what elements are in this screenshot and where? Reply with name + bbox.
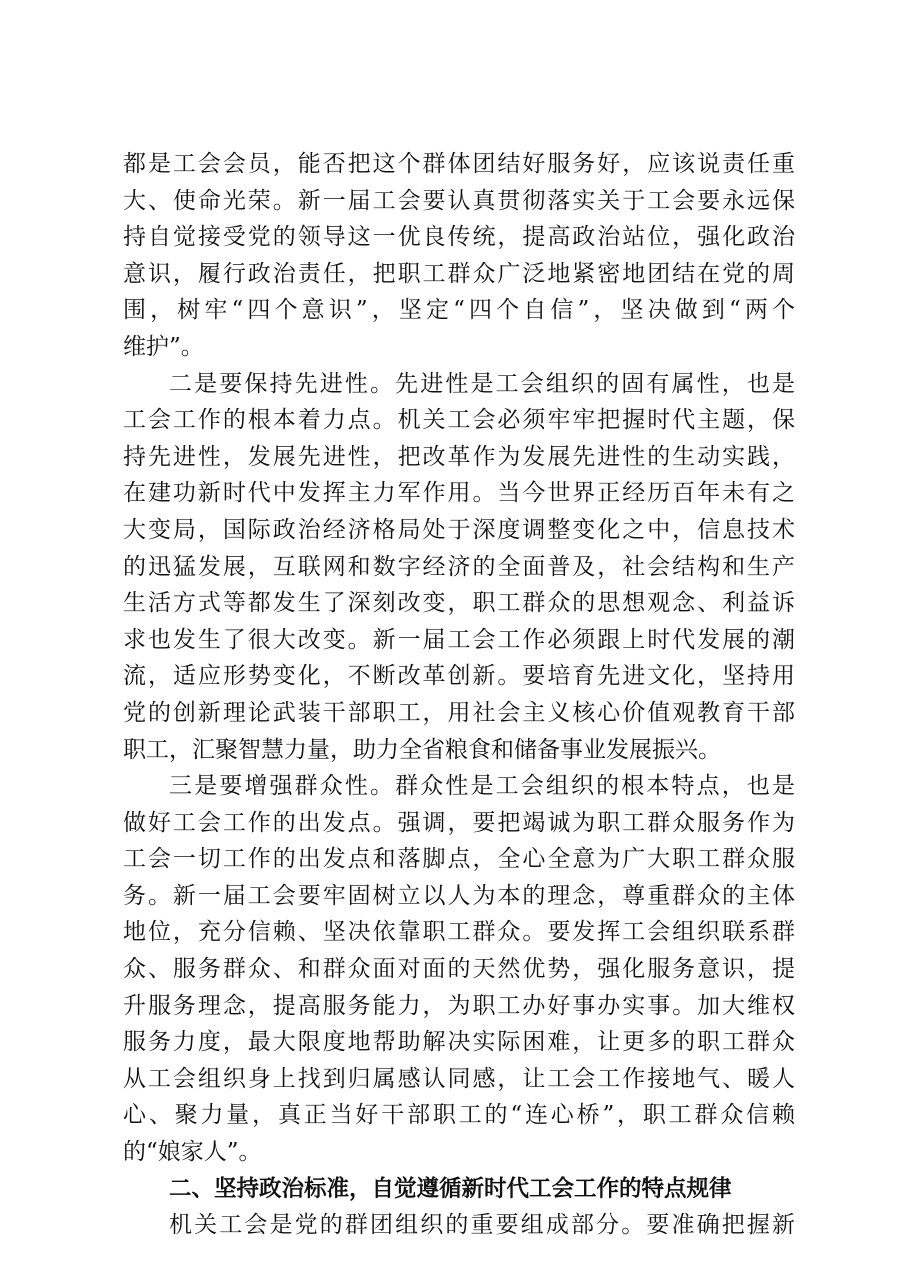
paragraph-line: 流，适应形势变化，不断改革创新。要培育先进文化，坚持用 (123, 663, 795, 690)
paragraph-line: 在建功新时代中发挥主力军作用。当今世界正经历百年未有之 (123, 480, 795, 507)
paragraph-line: 生活方式等都发生了深刻改变，职工群众的思想观念、利益诉 (123, 590, 795, 617)
paragraph-line: 大、使命光荣。新一届工会要认真贯彻落实关于工会要永远保 (123, 187, 795, 214)
paragraph-line: 持自觉接受党的领导这一优良传统，提高政治站位，强化政治 (123, 224, 795, 251)
paragraph-line: 务。新一届工会要牢固树立以人为本的理念，尊重群众的主体 (123, 882, 795, 909)
section-heading: 二、坚持政治标准，自觉遵循新时代工会工作的特点规律 (169, 1175, 732, 1202)
paragraph-line: 围，树牢“四个意识”，坚定“四个自信”，坚决做到“两个 (123, 297, 795, 324)
paragraph-line: 的“娘家人”。 (123, 1139, 262, 1166)
paragraph-line: 升服务理念，提高服务能力，为职工办好事办实事。加大维权 (123, 992, 795, 1019)
document-body (123, 146, 795, 1244)
paragraph-line: 做好工会工作的出发点。强调，要把竭诚为职工群众服务作为 (123, 809, 795, 836)
paragraph-line: 从工会组织身上找到归属感认同感，让工会工作接地气、暖人 (123, 1065, 795, 1092)
paragraph-line: 三是要增强群众性。群众性是工会组织的根本特点，也是 (169, 773, 795, 800)
paragraph-line: 求也发生了很大改变。新一届工会工作必须跟上时代发展的潮 (123, 626, 795, 653)
paragraph-line: 都是工会会员，能否把这个群体团结好服务好，应该说责任重 (123, 151, 795, 177)
paragraph-line: 维护”。 (123, 333, 204, 360)
paragraph-line: 持先进性，发展先进性，把改革作为发展先进性的生动实践， (123, 443, 795, 470)
paragraph-line: 众、服务群众、和群众面对面的天然优势，强化服务意识，提 (123, 956, 795, 983)
paragraph-line: 工会工作的根本着力点。机关工会必须牢牢把握时代主题，保 (123, 407, 795, 434)
paragraph-line: 二是要保持先进性。先进性是工会组织的固有属性，也是 (169, 370, 795, 397)
paragraph-line: 地位，充分信赖、坚决依靠职工群众。要发挥工会组织联系群 (123, 919, 795, 946)
paragraph-line: 党的创新理论武装干部职工，用社会主义核心价值观教育干部 (123, 699, 795, 726)
paragraph-line: 工会一切工作的出发点和落脚点，全心全意为广大职工群众服 (123, 846, 795, 873)
paragraph-line: 服务力度，最大限度地帮助解决实际困难，让更多的职工群众 (123, 1029, 795, 1056)
paragraph-line: 意识，履行政治责任，把职工群众广泛地紧密地团结在党的周 (123, 260, 795, 287)
paragraph-line: 心、聚力量，真正当好干部职工的“连心桥”，职工群众信赖 (123, 1102, 795, 1129)
paragraph-line: 机关工会是党的群团组织的重要组成部分。要准确把握新 (169, 1212, 795, 1239)
paragraph-line: 大变局，国际政治经济格局处于深度调整变化之中，信息技术 (123, 516, 795, 543)
paragraph-line: 职工，汇聚智慧力量，助力全省粮食和储备事业发展振兴。 (123, 736, 721, 763)
paragraph-line: 的迅猛发展，互联网和数字经济的全面普及，社会结构和生产 (123, 553, 795, 580)
